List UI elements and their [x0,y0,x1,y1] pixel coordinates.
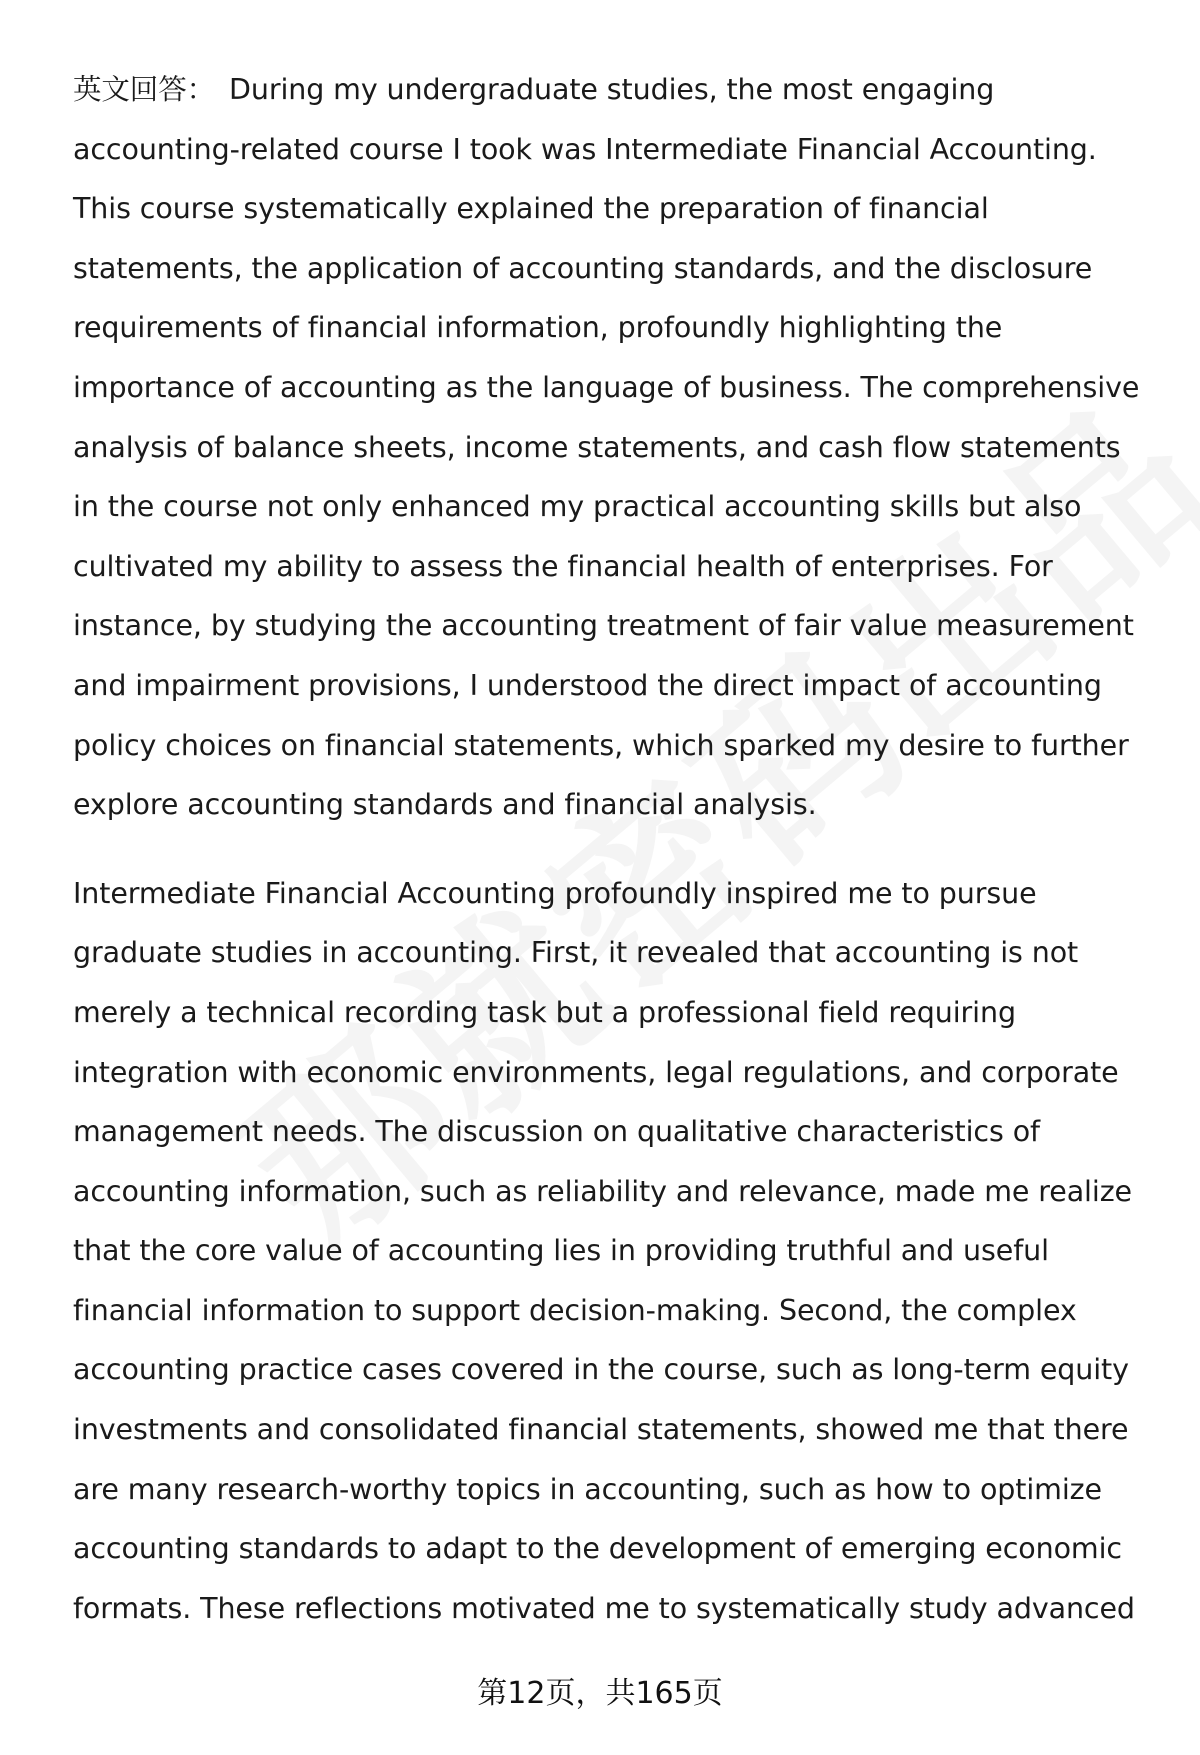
paragraph-2 [73,864,1153,1639]
document-body [73,60,1153,1667]
paragraph-1-text: During my undergraduate studies, the most engaging accounting-related course I took was Intermediate Financial Accounting. This course systematically explained the preparation of financial statements, the application of accounting standards, and the disclosure requirements of financial information, profoundly highlighting the importance of accounting as the language of business. The comprehensive analysis of balance sheets, income statements, and cash flow statements in the course not only enhanced my practical accounting skills but also cultivated my ability to assess the financial health of enterprises. For instance, by studying the accounting treatment of fair value measurement and impairment provisions, I understood the direct impact of accounting policy choices on financial statements, which sparked my desire to further explore accounting standards and financial analysis. [73,73,1140,822]
paragraph-2-text: Intermediate Financial Accounting profoundly inspired me to pursue graduate studies in accounting. First, it revealed that accounting is not merely a technical recording task but a professional field requiring integration with economic environments, legal regulations, and corporate management needs. The discussion on qualitative characteristics of accounting information, such as reliability and relevance, made me realize that the core value of accounting lies in providing truthful and useful financial information to support decision-making. Second, the complex accounting practice cases covered in the course, such as long-term equity investments and consolidated financial statements, showed me that there are many research-worthy topics in accounting, such as how to optimize accounting standards to adapt to the development of emerging economic formats. These reflections motivated me to systematically study advanced [73,876,1135,1625]
page-number: 第12页，共165页 [477,1676,723,1711]
paragraph-1 [73,60,1153,835]
answer-prefix: 英文回答： [73,73,216,106]
